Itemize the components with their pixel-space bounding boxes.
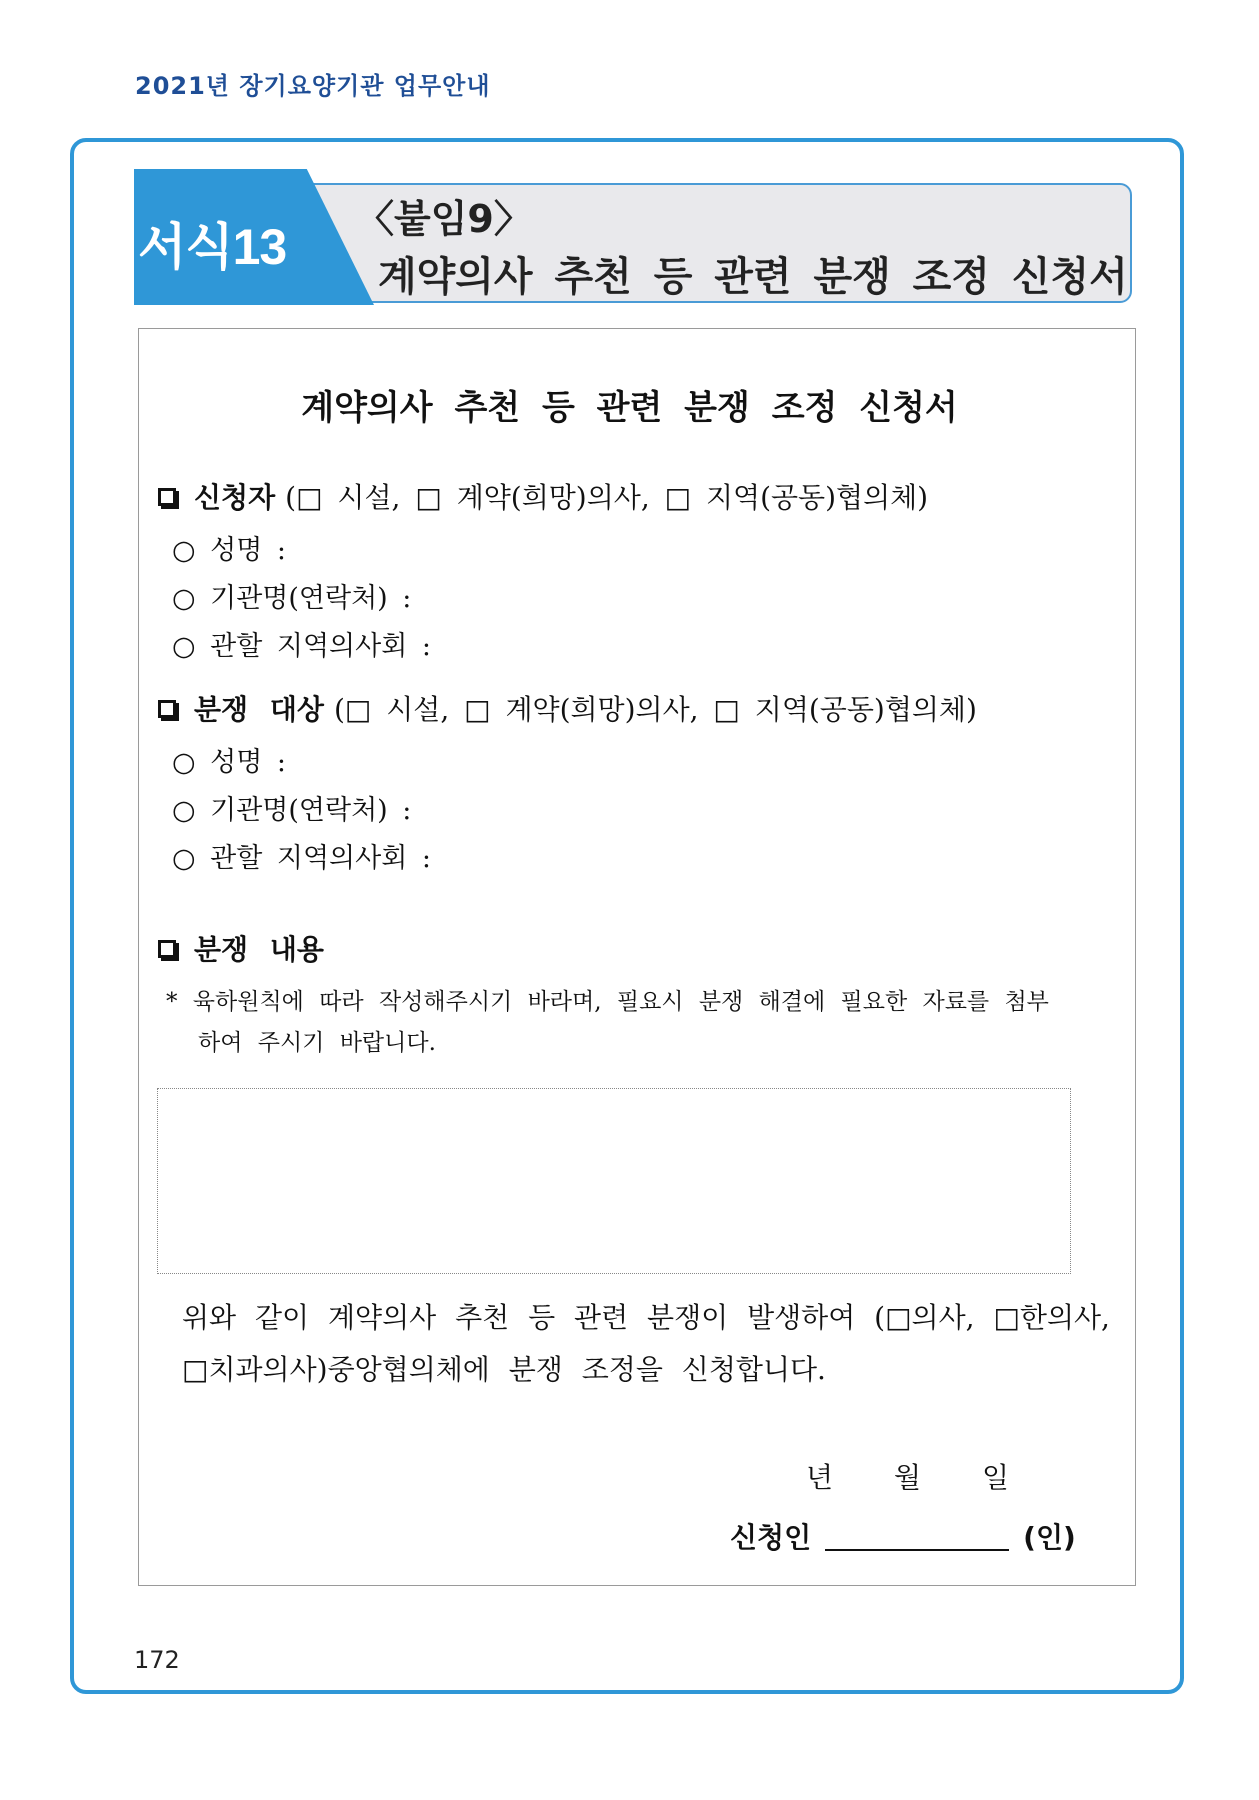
section-bullet-icon xyxy=(158,700,176,718)
dispute-target-section-heading xyxy=(158,688,977,728)
applicant-institution-field[interactable]: ○ 기관명(연락처) : xyxy=(172,583,412,614)
section-bullet-icon xyxy=(158,940,176,958)
date-day[interactable]: 일 xyxy=(982,1461,1010,1494)
applicant-name-field[interactable]: ○ 성명 : xyxy=(172,535,286,566)
seal-mark: (인) xyxy=(1023,1521,1076,1554)
dispute-content-input-area[interactable] xyxy=(157,1088,1071,1274)
running-head: 2021년 장기요양기관 업무안내 xyxy=(135,72,491,100)
attachment-label: 〈붙임9〉 xyxy=(356,197,532,241)
dispute-target-label: 분쟁 대상 xyxy=(194,693,324,726)
signature-blank[interactable] xyxy=(825,1521,1009,1551)
applicant-label: 신청자 xyxy=(194,481,276,514)
applicant-section-heading xyxy=(158,476,928,516)
dispute-content-note-line2: 하여 주시기 바랍니다. xyxy=(198,1030,436,1056)
form-number-label: 서식13 xyxy=(138,219,287,275)
dispute-content-section-heading xyxy=(158,928,334,968)
date-month[interactable]: 월 xyxy=(894,1461,922,1494)
signature-label: 신청인 xyxy=(730,1521,812,1554)
band-title: 계약의사 추천 등 관련 분쟁 조정 신청서 xyxy=(378,254,1128,300)
applicant-medical-association-field[interactable]: ○ 관할 지역의사회 : xyxy=(172,631,431,662)
form-title: 계약의사 추천 등 관련 분쟁 조정 신청서 xyxy=(301,388,958,428)
statement-line1: 위와 같이 계약의사 추천 등 관련 분쟁이 발생하여 (□의사, □한의사, xyxy=(182,1301,1110,1334)
section-bullet-icon xyxy=(158,488,176,506)
dispute-target-options[interactable]: (□ 시설, □ 계약(희망)의사, □ 지역(공동)협의체) xyxy=(333,693,977,726)
date-year[interactable]: 년 xyxy=(806,1461,834,1494)
page-number: 172 xyxy=(134,1646,180,1674)
dispute-target-name-field[interactable]: ○ 성명 : xyxy=(172,747,286,778)
dispute-content-label: 분쟁 내용 xyxy=(194,933,324,966)
signature-line xyxy=(730,1516,1076,1556)
statement-line2: □치과의사)중앙협의체에 분쟁 조정을 신청합니다. xyxy=(182,1353,826,1386)
dispute-target-institution-field[interactable]: ○ 기관명(연락처) : xyxy=(172,795,412,826)
date-line xyxy=(806,1456,1009,1496)
applicant-options[interactable]: (□ 시설, □ 계약(희망)의사, □ 지역(공동)협의체) xyxy=(285,481,929,514)
dispute-content-note-line1: * 육하원칙에 따라 작성해주시기 바라며, 필요시 분쟁 해결에 필요한 자료를 첨부 xyxy=(166,989,1049,1015)
dispute-target-medical-association-field[interactable]: ○ 관할 지역의사회 : xyxy=(172,843,431,874)
